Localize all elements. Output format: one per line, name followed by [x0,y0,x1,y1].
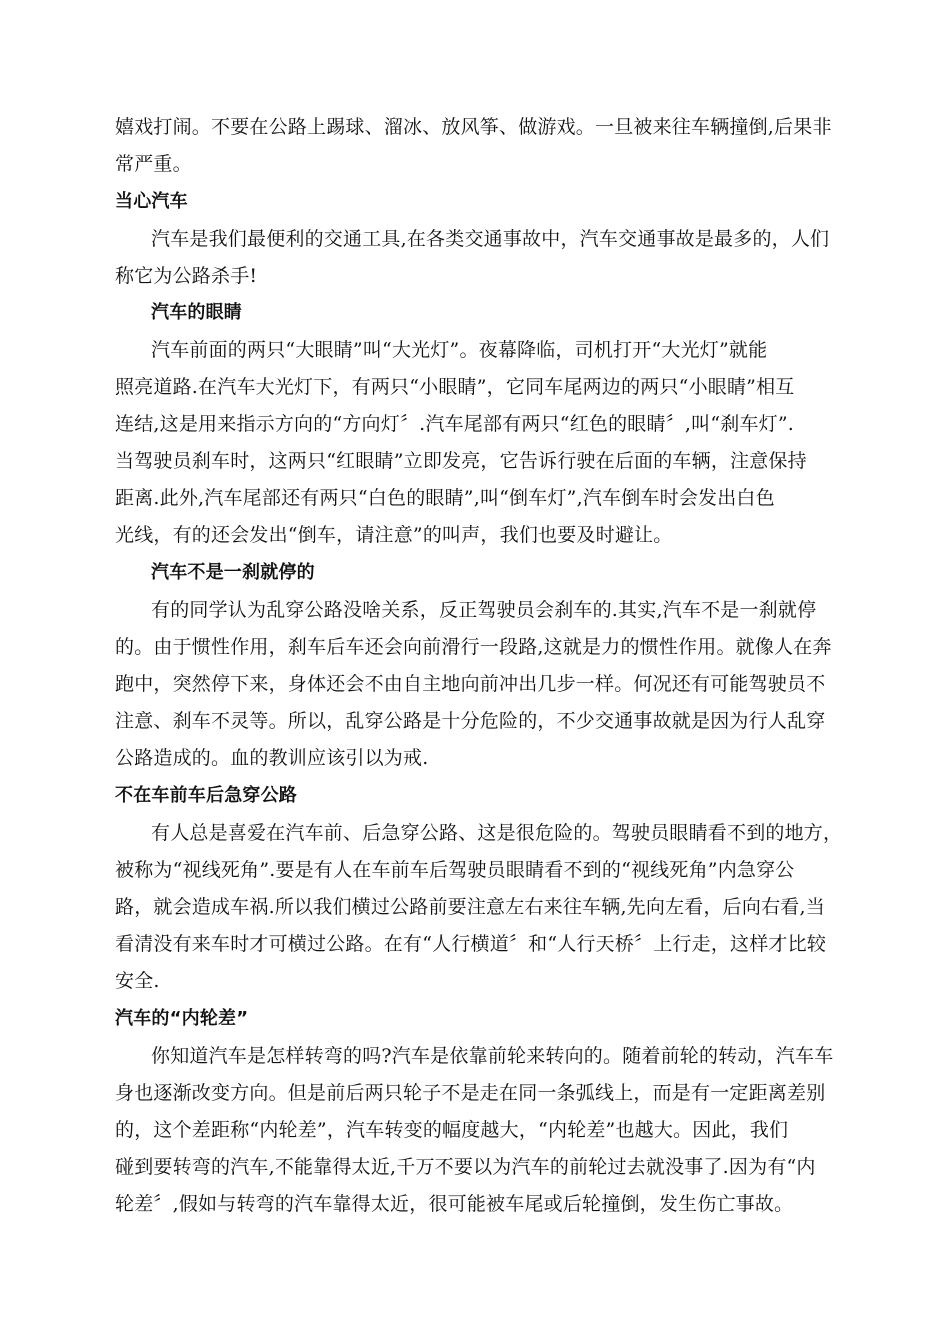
section-heading: 汽车的“内轮差” [115,1008,249,1029]
paragraph-line: 跑中，突然停下来，身体还会不由自主地向前冲出几步一样。何况还有可能驾驶员不 [115,673,826,695]
section-heading: 当心汽车 [115,191,188,212]
paragraph-line: 的，这个差距称“内轮差”，汽车转变的幅度越大，“内轮差”也越大。因此，我们 [115,1119,789,1141]
paragraph-line: 看清没有来车时才可横过公路。在有“人行横道〞和“人行天桥〞上行走，这样才比较 [115,933,827,955]
paragraph-line: 常严重。 [115,153,192,175]
paragraph-line: 有的同学认为乱穿公路没啥关系，反正驾驶员会刹车的.其实,汽车不是一刹就停 [151,599,817,621]
paragraph-line: 安全. [115,970,160,992]
paragraph-line: 轮差〞,假如与转弯的汽车靠得太近，很可能被车尾或后轮撞倒，发生伤亡事故。 [115,1193,794,1215]
paragraph-line: 汽车前面的两只“大眼睛”叫“大光灯”。夜幕降临，司机打开“大光灯”就能 [151,339,768,361]
paragraph-line: 称它为公路杀手! [115,265,258,287]
paragraph-line: 你知道汽车是怎样转弯的吗?汽车是依靠前轮来转向的。随着前轮的转动，汽车车 [151,1045,834,1067]
paragraph-line: 距离.此外,汽车尾部还有两只“白色的眼睛”,叫“倒车灯”,汽车倒车时会发出白色 [115,487,775,509]
paragraph-line: 照亮道路.在汽车大光灯下，有两只“小眼睛”，它同车尾两边的两只“小眼睛”相互 [115,376,795,398]
subsection-heading: 汽车不是一刹就停的 [151,562,315,583]
paragraph-line: 光线，有的还会发出“倒车，请注意”的叫声，我们也要及时避让。 [115,524,673,546]
paragraph-line: 被称为“视线死角”.要是有人在车前车后驾驶员眼睛看不到的“视线死角”内急穿公 [115,859,795,881]
paragraph-line: 汽车是我们最便利的交通工具,在各类交通事故中，汽车交通事故是最多的，人们 [151,228,830,250]
paragraph-line: 碰到要转弯的汽车,不能靠得太近,千万不要以为汽车的前轮过去就没事了.因为有“内 [115,1156,816,1178]
paragraph-line: 嬉戏打闹。不要在公路上踢球、溜冰、放风筝、做游戏。一旦被来往车辆撞倒,后果非 [115,116,832,138]
subsection-heading: 汽车的眼睛 [151,302,242,323]
paragraph-line: 的。由于惯性作用，刹车后车还会向前滑行一段路,这就是力的惯性作用。就像人在奔 [115,636,832,658]
paragraph-line: 路，就会造成车祸.所以我们横过公路前要注意左右来往车辆,先向左看，后向右看,当 [115,896,825,918]
paragraph-line: 连结,这是用来指示方向的“方向灯〞.汽车尾部有两只“红色的眼睛〞,叫“刹车灯”. [115,413,795,435]
section-heading: 不在车前车后急穿公路 [115,785,297,806]
paragraph-line: 身也逐渐改变方向。但是前后两只轮子不是走在同一条弧线上，而是有一定距离差别 [115,1082,826,1104]
paragraph-line: 公路造成的。血的教训应该引以为戒. [115,747,429,769]
paragraph-line: 注意、刹车不灵等。所以，乱穿公路是十分危险的，不少交通事故就是因为行人乱穿 [115,710,826,732]
paragraph-line: 当驾驶员刹车时，这两只“红眼睛”立即发亮，它告诉行驶在后面的车辆，注意保持 [115,450,807,472]
paragraph-line: 有人总是喜爱在汽车前、后急穿公路、这是很危险的。驾驶员眼睛看不到的地方， [151,822,843,844]
